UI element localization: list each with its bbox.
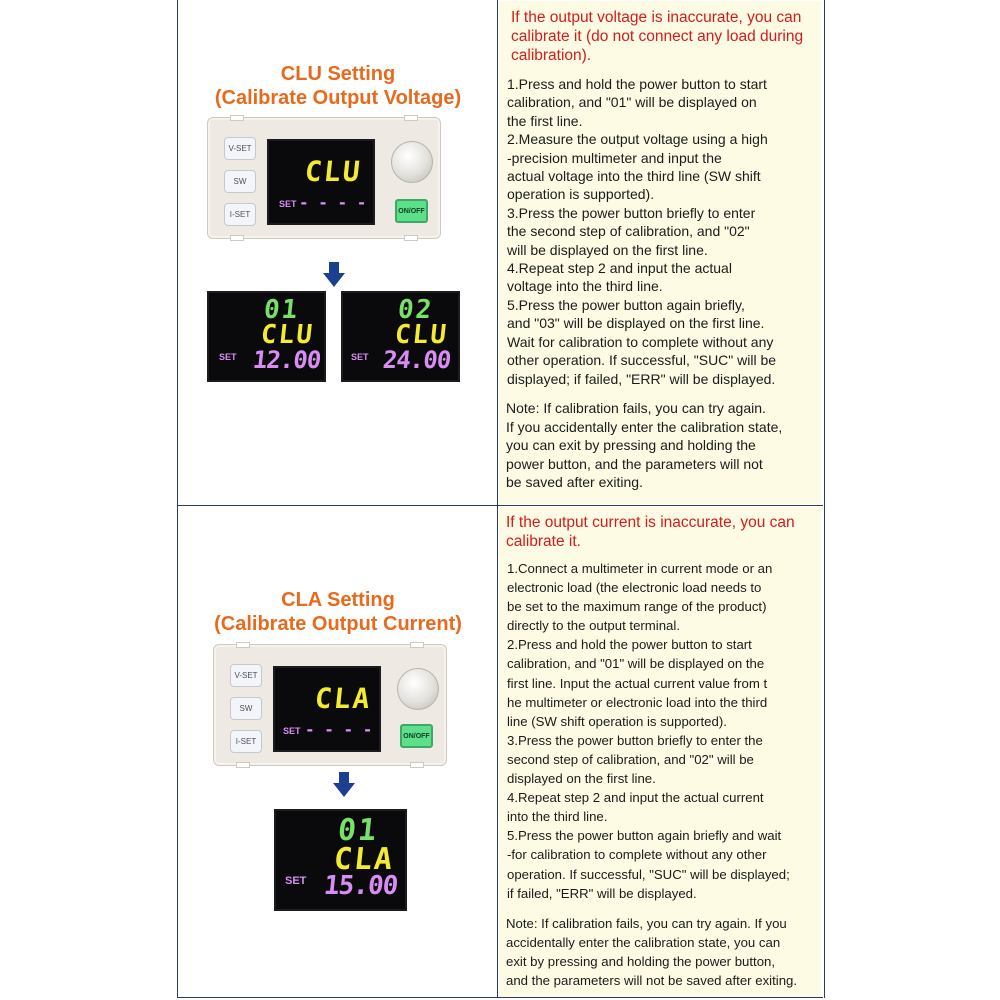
adjust-knob[interactable] — [391, 141, 433, 183]
onoff-button[interactable]: ON/OFF — [395, 199, 428, 223]
section2-title-line2: (Calibrate Output Current) — [214, 613, 462, 635]
onoff-button[interactable]: ON/OFF — [400, 724, 433, 748]
device-tab — [410, 642, 424, 648]
device-tab — [230, 235, 244, 241]
column-divider — [497, 0, 498, 998]
mini-line1: 01 — [262, 295, 301, 325]
section1-note: Note: If calibration fails, you can try again. If you accidentally enter the calibration state, you can exit by pressing and holding the power button, and the parameters will not be saved after exiting. — [506, 400, 783, 491]
screen-set-dashes: - - - - — [305, 720, 373, 739]
iset-button[interactable]: I-SET — [224, 203, 256, 226]
mini-line2: CLA — [332, 842, 397, 877]
section2-note: Note: If calibration fails, you can try again. If you accidentally enter the calibration state, you can exit by pressing and holding the power button, and the parameters will not be saved after exiting. — [506, 916, 798, 989]
section1-warning: If the output voltage is inaccurate, you can calibrate it (do not connect any load during calibration). — [511, 9, 804, 64]
iset-button[interactable]: I-SET — [230, 730, 262, 753]
adjust-knob[interactable] — [397, 668, 439, 710]
down-arrow-icon — [332, 772, 356, 798]
screen-mode-text: CLU — [303, 155, 364, 188]
section2-step1-screen — [274, 809, 407, 911]
section-divider — [177, 505, 823, 506]
device-tab — [410, 762, 424, 768]
section2-title-line1: CLA Setting — [281, 589, 395, 611]
vset-button[interactable]: V-SET — [224, 137, 256, 160]
device-screen — [267, 139, 375, 225]
section1-title — [190, 62, 486, 110]
section1-step1-screen — [207, 291, 326, 382]
section2-device — [213, 644, 447, 766]
mini-line2: CLU — [259, 320, 316, 350]
screen-set-dashes: - - - - — [299, 193, 367, 212]
device-tab — [404, 115, 418, 121]
device-screen — [273, 666, 381, 752]
device-tab — [230, 115, 244, 121]
section2-warning: If the output current is inaccurate, you can calibrate it. — [506, 514, 795, 550]
down-arrow-icon — [322, 262, 346, 288]
section1-steps: 1.Press and hold the power button to start calibration, and "01" will be displayed on the first line. 2.Measure the output voltage using a high -precision multimeter and input the actual voltage into the third line (SW shift operation is supported). 3.Press the power button briefly to enter the second step of calibration, and "02" will be displayed on the first line. 4.Repeat step 2 and input the actual voltage into the third line. 5.Press the power button again briefly, and "03" will be displayed on the first line. Wait for calibration to complete without any other operation. If successful, "SUC" will be displayed; if failed, "ERR" will be displayed. — [507, 76, 777, 387]
section1-device — [207, 117, 441, 239]
mini-set-label: SET — [219, 352, 237, 362]
mini-set-label: SET — [351, 352, 369, 362]
sw-button[interactable]: SW — [224, 170, 256, 193]
section1-title-line2: (Calibrate Output Voltage) — [214, 87, 462, 109]
bottom-border — [177, 997, 823, 998]
mini-line3: 12.00 — [251, 346, 322, 374]
screen-set-label: SET — [279, 199, 297, 209]
mini-line2: CLU — [393, 320, 450, 350]
device-tab — [236, 642, 250, 648]
screen-set-label: SET — [283, 726, 301, 736]
section1-title-line1: CLU Setting — [280, 63, 396, 85]
device-tab — [236, 762, 250, 768]
mini-line1: 02 — [396, 295, 435, 325]
mini-line1: 01 — [336, 813, 380, 848]
mini-set-label: SET — [285, 875, 307, 887]
section1-step2-screen — [341, 291, 460, 382]
mini-line3: 15.00 — [322, 871, 399, 901]
mini-line3: 24.00 — [381, 346, 452, 374]
device-tab — [404, 235, 418, 241]
section2-title — [190, 588, 486, 636]
vset-button[interactable]: V-SET — [230, 664, 262, 687]
screen-mode-text: CLA — [313, 682, 374, 715]
section2-steps: 1.Connect a multimeter in current mode or an electronic load (the electronic load needs to be set to the maximum range of the product) directly to the output terminal. 2.Press and hold the power button to start calibration, and "01" will be displayed on the first line. Input the actual current value from t he multimeter or electronic load into the third line (SW shift operation is supported). 3.Press the power button briefly to enter the second step of calibration, and "02" will be displayed on the first line. 4.Repeat step 2 and input the actual current into the third line. 5.Press the power button again briefly and wait -for calibration to complete without any other operation. If successful, "SUC" will be displayed; if failed, "ERR" will be displayed. — [507, 561, 790, 901]
sw-button[interactable]: SW — [230, 697, 262, 720]
